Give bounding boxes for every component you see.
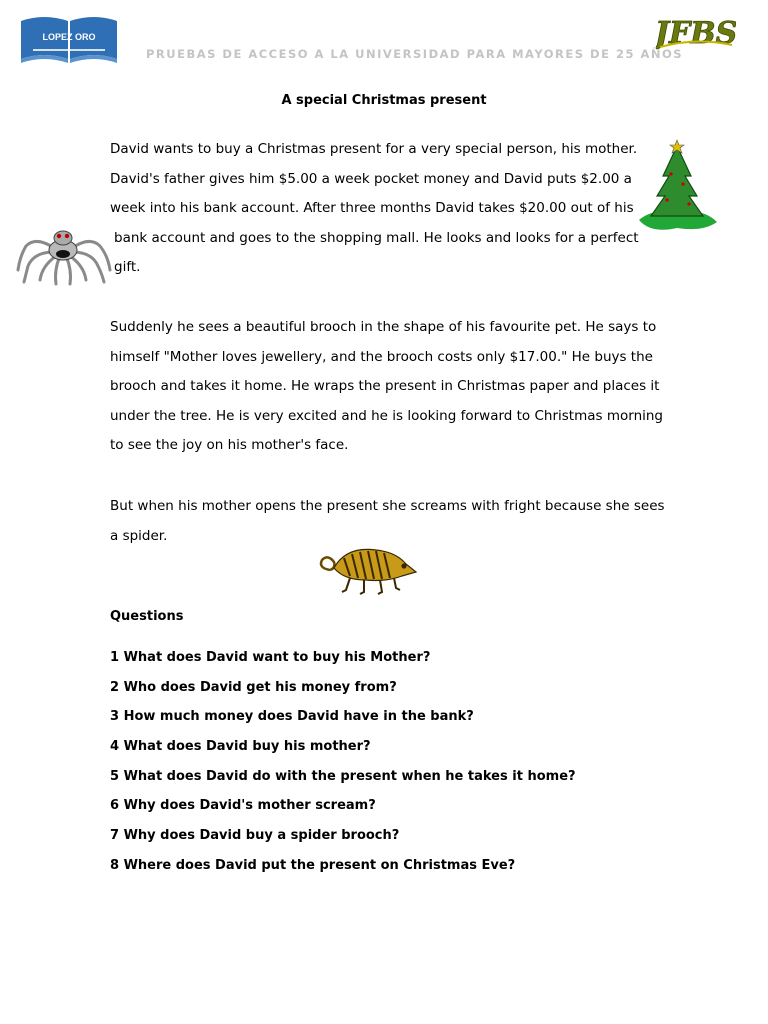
question-item: 6 Why does David's mother scream?: [110, 798, 376, 814]
paragraph-line: gift.: [114, 259, 141, 276]
page-title: A special Christmas present: [281, 93, 487, 108]
logo-right-text: JFBS: [656, 16, 736, 51]
paragraph-line: to see the joy on his mother's face.: [110, 437, 349, 454]
questions-heading: Questions: [110, 609, 184, 624]
paragraph-line: bank account and goes to the shopping mall. He looks and looks for a perfect: [114, 229, 639, 246]
paragraph-line: a spider.: [110, 527, 168, 544]
paragraph-line: David wants to buy a Christmas present for a very special person, his mother.: [110, 141, 638, 157]
paragraph-line: brooch and takes it home. He wraps the present in Christmas paper and places it: [110, 378, 660, 395]
paragraph-line: under the tree. He is very excited and he is looking forward to Christmas morning: [110, 407, 663, 424]
paragraph-line: David's father gives him $5.00 a week pocket money and David puts $2.00 a: [110, 170, 632, 187]
lopez-oro-logo: [19, 13, 119, 67]
paragraph-2: [110, 313, 663, 461]
question-item: 2 Who does David get his money from?: [110, 679, 397, 695]
paragraph-line: Suddenly he sees a beautiful brooch in the shape of his favourite pet. He says to: [110, 319, 657, 335]
spider-icon: [14, 222, 116, 290]
question-item: 4 What does David buy his mother?: [110, 739, 371, 755]
question-item: 7 Why does David buy a spider brooch?: [110, 828, 400, 844]
paragraph-line: himself "Mother loves jewellery, and the brooch costs only $17.00." He buys the: [110, 348, 653, 365]
questions-list: [110, 646, 576, 884]
jfbs-logo: [656, 13, 736, 53]
christmas-tree-icon: [633, 138, 721, 238]
question-item: 8 Where does David put the present on Christmas Eve?: [110, 857, 516, 873]
chameleon-icon: [316, 542, 420, 598]
paragraph-line: week into his bank account. After three months David takes $20.00 out of his: [110, 200, 634, 217]
paragraph-1: [110, 135, 639, 283]
logo-left-text: LOPEZ ORO: [42, 32, 96, 42]
question-item: 1 What does David want to buy his Mother?: [110, 650, 431, 665]
question-item: 5 What does David do with the present when he takes it home?: [110, 768, 576, 784]
paragraph-line: But when his mother opens the present she screams with fright because she sees: [110, 498, 665, 514]
question-item: 3 How much money does David have in the bank?: [110, 709, 474, 725]
page-header-subtitle: PRUEBAS DE ACCESO A LA UNIVERSIDAD PARA MAYORES DE 25 AÑOS: [146, 47, 684, 61]
